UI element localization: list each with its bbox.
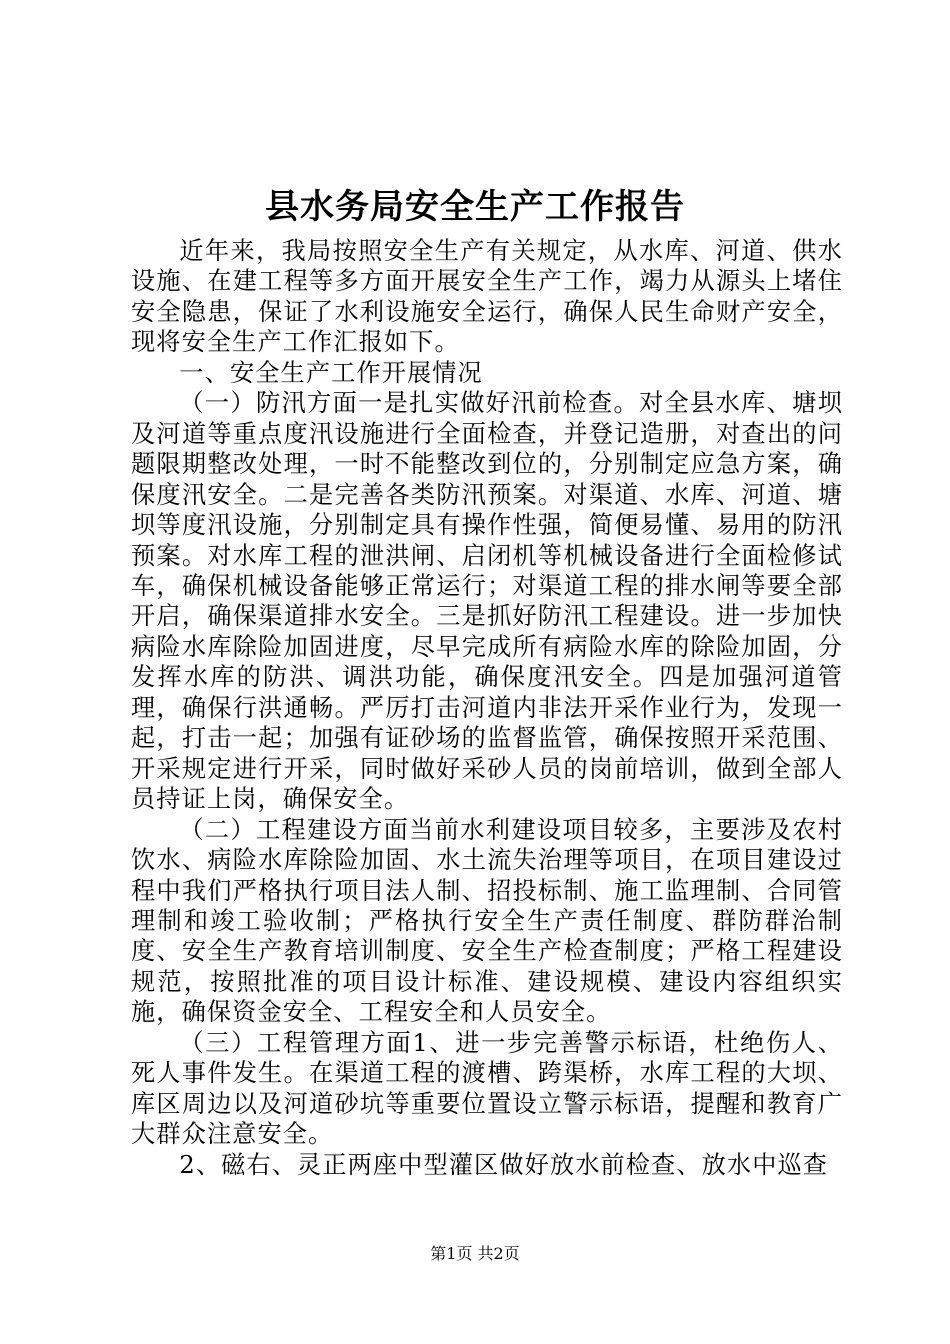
paragraph-irrigation: 2、磁右、灵正两座中型灌区做好放水前检查、放水中巡查 (179, 1150, 829, 1179)
section-heading: 一、安全生产工作开展情况 (179, 358, 483, 387)
paragraph-construction: （二）工程建设方面当前水利建设项目较多，主要涉及农村饮水、病险水库除险加固、水土流失治理等项目，在项目建设过程中我们严格执行项目法人制、招投标制、施工监理制、合同管理制和竣工验收制；严格执行安全生产责任制度、群防群治制度、安全生产教育培训制度、安全生产检查制度；严格工程建设规范，按照批准的项目设计标准、建设规模、建设内容组织实施，确保资金安全、工程安全和人员安全。 (131, 815, 843, 1027)
document-body (131, 236, 843, 1180)
paragraph-intro: 近年来，我局按照安全生产有关规定，从水库、河道、供水设施、在建工程等多方面开展安全生产工作，竭力从源头上堵住安全隐患，保证了水利设施安全运行，确保人民生命财产安全，现将安全生产工作汇报如下。 (131, 237, 843, 357)
paragraph-flood-control: （一）防汛方面一是扎实做好汛前检查。对全县水库、塘坝及河道等重点度汛设施进行全面检查，并登记造册，对查出的问题限期整改处理，一时不能整改到位的，分别制定应急方案，确保度汛安全。二是完善各类防汛预案。对渠道、水库、河道、塘坝等度汛设施，分别制定具有操作性强，简便易懂、易用的防汛预案。对水库工程的泄洪闸、启闭机等机械设备进行全面检修试车，确保机械设备能够正常运行；对渠道工程的排水闸等要全部开启，确保渠道排水安全。三是抓好防汛工程建设。进一步加快病险水库除险加固进度，尽早完成所有病险水库的除险加固，分发挥水库的防洪、调洪功能，确保度汛安全。四是加强河道管理，确保行洪通畅。严厉打击河道内非法开采作业行为，发现一起，打击一起；加强有证砂场的监督监管，确保按照开采范围、开采规定进行开采，同时做好采砂人员的岗前培训，做到全部人员持证上岗，确保安全。 (131, 389, 843, 814)
document-title: 县水务局安全生产工作报告 (265, 187, 685, 227)
paragraph-management: （三）工程管理方面1、进一步完善警示标语，杜绝伤人、死人事件发生。在渠道工程的渡槽、跨渠桥，水库工程的大坝、库区周边以及河道砂坑等重要位置设立警示标语，提醒和教育广大群众注意安全。 (131, 1028, 843, 1149)
page-footer: 第1页 共2页 (430, 1244, 520, 1263)
